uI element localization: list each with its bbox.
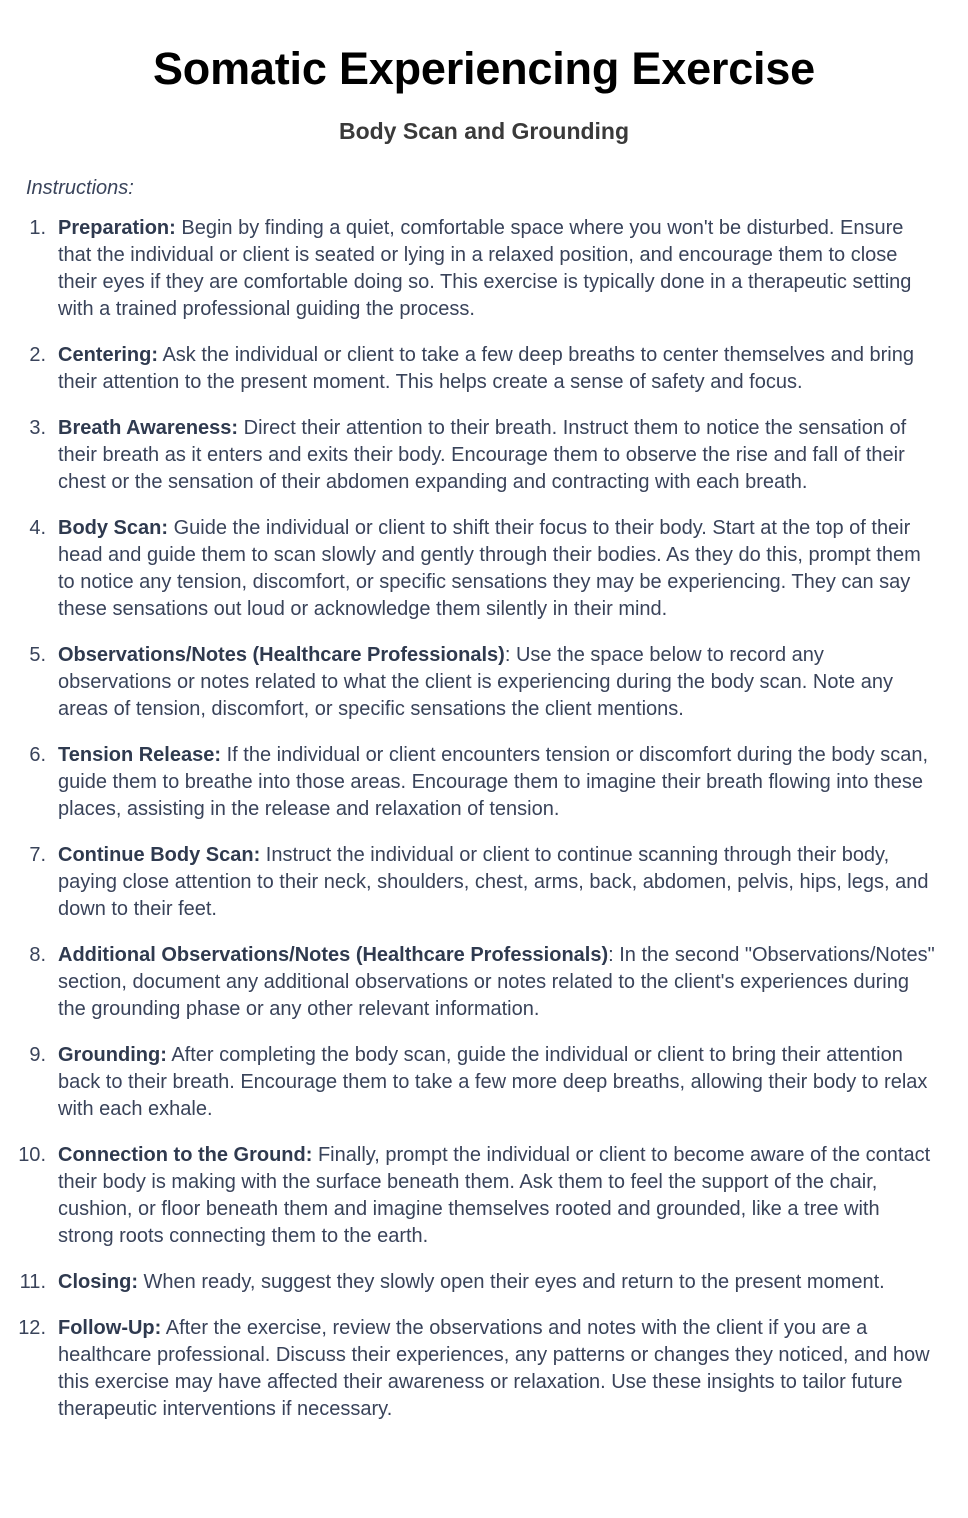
step-body: Finally, prompt the individual or client to become aware of the contact their body is making with the surface beneath them. Ask them to feel the support of the chair, cushion, or floor beneath them and imagine themselves rooted and grounded, like a tree with strong roots connecting them to the earth. bbox=[58, 1143, 931, 1247]
step-label: Preparation: bbox=[58, 216, 176, 239]
step-body: After the exercise, review the observations and notes with the client if you are a healthcare professional. Discuss their experiences, any patterns or changes they noticed, and how this exercise may have affected their awareness or relaxation. Use these insights to tailor future therapeutic interventions if necessary. bbox=[58, 1316, 930, 1420]
list-item bbox=[0, 1315, 940, 1423]
instruction-steps-list bbox=[0, 201, 968, 1423]
page-subtitle: Body Scan and Grounding bbox=[338, 118, 630, 145]
list-item bbox=[0, 742, 940, 823]
step-body: Direct their attention to their breath. Instruct them to notice the sensation of their breath as it enters and exits their body. Encourage them to observe the rise and fall of their chest or the sensation of their abdomen expanding and contracting with each breath. bbox=[58, 416, 907, 493]
step-body: Instruct the individual or client to continue scanning through their body, paying close attention to their neck, shoulders, chest, arms, back, abdomen, pelvis, hips, legs, and down to their feet. bbox=[58, 843, 929, 920]
list-item bbox=[0, 342, 940, 396]
step-label: Tension Release: bbox=[58, 743, 222, 766]
step-body: Ask the individual or client to take a few deep breaths to center themselves and bring their attention to the present moment. This helps create a sense of safety and focus. bbox=[58, 343, 914, 393]
step-label: Continue Body Scan: bbox=[58, 843, 261, 866]
step-label: Grounding: bbox=[58, 1043, 167, 1066]
step-body: Begin by finding a quiet, comfortable space where you won't be disturbed. Ensure that the individual or client is seated or lying in a relaxed position, and encourage them to close their eyes if they are comfortable doing so. This exercise is typically done in a therapeutic setting with a trained professional guiding the process. bbox=[58, 216, 912, 320]
step-label: Centering: bbox=[58, 343, 158, 366]
list-item bbox=[0, 1142, 940, 1250]
step-body: : Use the space below to record any observations or notes related to what the client is experiencing during the body scan. Note any areas of tension, discomfort, or specific sensations the client mentions. bbox=[58, 643, 893, 720]
step-label: Observations/Notes (Healthcare Professionals) bbox=[58, 643, 505, 666]
list-item bbox=[0, 1042, 940, 1123]
step-label: Additional Observations/Notes (Healthcare Professionals) bbox=[58, 943, 609, 966]
list-item bbox=[0, 215, 940, 323]
step-label: Connection to the Ground: bbox=[58, 1143, 313, 1166]
step-label: Breath Awareness: bbox=[58, 416, 239, 439]
step-label: Body Scan: bbox=[58, 516, 169, 539]
list-item bbox=[0, 415, 940, 496]
step-body: After completing the body scan, guide the individual or client to bring their attention back to their breath. Encourage them to take a few more deep breaths, allowing their body to relax with each exhale. bbox=[58, 1043, 928, 1120]
list-item bbox=[0, 842, 940, 923]
step-body: If the individual or client encounters tension or discomfort during the body scan, guide them to breathe into those areas. Encourage them to imagine their breath flowing into these places, assisting in the release and relaxation of tension. bbox=[58, 743, 929, 820]
list-item bbox=[0, 515, 940, 623]
list-item bbox=[0, 1269, 940, 1296]
page-title: Somatic Experiencing Exercise bbox=[152, 43, 815, 94]
instructions-label: Instructions: bbox=[26, 176, 134, 199]
step-label: Closing: bbox=[58, 1270, 138, 1293]
list-item bbox=[0, 942, 940, 1023]
list-item bbox=[0, 642, 940, 723]
step-label: Follow-Up: bbox=[58, 1316, 162, 1339]
step-body: When ready, suggest they slowly open their eyes and return to the present moment. bbox=[138, 1270, 885, 1293]
step-body: Guide the individual or client to shift their focus to their body. Start at the top of their head and guide them to scan slowly and gently through their bodies. As they do this, prompt them to notice any tension, discomfort, or specific sensations they may be experiencing. They can say these sensations out loud or acknowledge them silently in their mind. bbox=[58, 516, 921, 620]
step-body: : In the second "Observations/Notes" section, document any additional observations or notes related to the client's experiences during the grounding phase or any other relevant information. bbox=[58, 943, 935, 1020]
